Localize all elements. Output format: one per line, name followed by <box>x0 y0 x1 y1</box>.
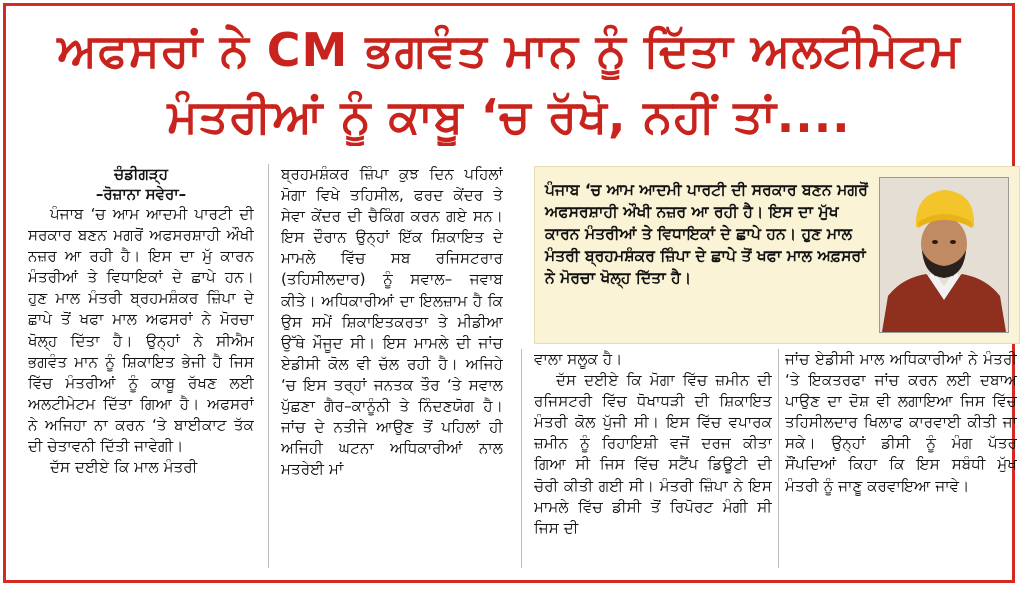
dateline <box>28 164 254 204</box>
article-column-2 <box>281 164 503 570</box>
column-divider <box>778 349 779 568</box>
column-4-paragraph-1: ਜਾਂਚ ਏਡੀਸੀ ਮਾਲ ਅਧਿਕਾਰੀਆਂ ਨੇ ਮੰਤਰੀ ‘ਤੇ ਇਕਤਰਫਾ ਜਾਂਚ ਕਰਨ ਲਈ ਦਬਾਅ ਪਾਉਣ ਦਾ ਦੋਸ਼ ਵੀ ਲਗਾਇਆ ਜਿਸ ਵਿੱਚ ਤਹਿਸੀਲਦਾਰ ਖਿਲਾਫ ਕਾਰਵਾਈ ਕੀਤੀ ਜਾ ਸਕੇ। ਉਨ੍ਹਾਂ ਡੀਸੀ ਨੂੰ ਮੰਗ ਪੱਤਰ ਸੌਂਪਦਿਆਂ ਕਿਹਾ ਕਿ ਇਸ ਸਬੰਧੀ ਮੁੱਖ ਮੰਤਰੀ ਨੂੰ ਜਾਣੂ ਕਰਵਾਇਆ ਜਾਵੇ। <box>785 350 1017 495</box>
summary-text: ਪੰਜਾਬ ‘ਚ ਆਮ ਆਦਮੀ ਪਾਰਟੀ ਦੀ ਸਰਕਾਰ ਬਣਨ ਮਗਰੋਂ ਅਫਸਰਸ਼ਾਹੀ ਔਖੀ ਨਜ਼ਰ ਆ ਰਹੀ ਹੈ। ਇਸ ਦਾ ਮੁੱਖ ਕਾਰਨ ਮੰਤਰੀਆਂ ਤੇ ਵਿਧਾਇਕਾਂ ਦੇ ਛਾਪੇ ਹਨ। ਹੁਣ ਮਾਲ ਮੰਤਰੀ ਬ੍ਰਹਮਸ਼ੰਕਰ ਜ਼ਿੰਪਾ ਦੇ ਛਾਪੇ ਤੋਂ ਖਫਾ ਮਾਲ ਅਫ਼ਸਰਾਂ ਨੇ ਮੋਰਚਾ ਖੋਲ੍ਹ ਦਿੱਤਾ ਹੈ। <box>545 181 868 287</box>
portrait-photo <box>879 177 1009 333</box>
portrait-image <box>880 178 1008 332</box>
column-divider <box>268 164 269 568</box>
dateline-place: ਚੰਡੀਗੜ੍ਹ <box>114 165 168 183</box>
headline-line-1: ਅਫਸਰਾਂ ਨੇ CM ਭਗਵੰਤ ਮਾਨ ਨੂੰ ਦਿੱਤਾ ਅਲਟੀਮੇਟਮ <box>57 23 961 77</box>
column-1-paragraph-1: ਪੰਜਾਬ ‘ਚ ਆਮ ਆਦਮੀ ਪਾਰਟੀ ਦੀ ਸਰਕਾਰ ਬਣਨ ਮਗਰੋਂ ਅਫਸਰਸ਼ਾਹੀ ਔਖੀ ਨਜ਼ਰ ਆ ਰਹੀ ਹੈ। ਇਸ ਦਾ ਮੁੱ ਕਾਰਨ ਮੰਤਰੀਆਂ ਤੇ ਵਿਧਾਇਕਾਂ ਦੇ ਛਾਪੇ ਹਨ। ਹੁਣ ਮਾਲ ਮੰਤਰੀ ਬ੍ਰਹਮਸ਼ੰਕਰ ਜ਼ਿੰਪਾ ਦੇ ਛਾਪੇ ਤੋਂ ਖਫਾ ਮਾਲ ਅਫਸਰਾਂ ਨੇ ਮੋਰਚਾ ਖੋਲ੍ਹ ਦਿੱਤਾ ਹੈ। ਉਨ੍ਹਾਂ ਨੇ ਸੀਐਮ ਭਗਵੰਤ ਮਾਨ ਨੂੰ ਸ਼ਿਕਾਇਤ ਭੇਜੀ ਹੈ ਜਿਸ ਵਿੱਚ ਮੰਤਰੀਆਂ ਨੂੰ ਕਾਬੂ ਰੱਖਣ ਲਈ ਅਲਟੀਮੇਟਮ ਦਿੱਤਾ ਗਿਆ ਹੈ। ਅਫਸਰਾਂ ਨੇ ਅਜਿਹਾ ਨਾ ਕਰਨ ‘ਤੇ ਬਾਈਕਾਟ ਤੱਕ ਦੀ ਚੇਤਾਵਨੀ ਦਿੱਤੀ ਜਾਵੇਗੀ। <box>28 205 254 456</box>
newspaper-clipping <box>3 3 1015 583</box>
article-column-4 <box>785 349 1017 570</box>
article-column-3 <box>534 349 772 570</box>
column-1-paragraph-2: ਦੱਸ ਦਈਏ ਕਿ ਮਾਲ ਮੰਤਰੀ <box>50 458 198 477</box>
dateline-source: –ਰੋਜ਼ਾਨਾ ਸਵੇਰਾ– <box>95 185 187 203</box>
headline-line-2: ਮੰਤਰੀਆਂ ਨੂੰ ਕਾਬੂ ‘ਚ ਰੱਖੋ, ਨਹੀਂ ਤਾਂ.... <box>167 89 851 143</box>
column-divider <box>521 349 522 568</box>
summary-box <box>534 166 1020 344</box>
article-column-1 <box>28 164 254 570</box>
column-2-paragraph-1: ਬ੍ਰਹਮਸ਼ੰਕਰ ਜ਼ਿੰਪਾ ਕੁਝ ਦਿਨ ਪਹਿਲਾਂ ਮੋਗਾ ਵਿਖੇ ਤਹਿਸੀਲ, ਫਰਦ ਕੇਂਦਰ ਤੇ ਸੇਵਾ ਕੇਂਦਰ ਦੀ ਚੈਕਿੰਗ ਕਰਨ ਗਏ ਸਨ। ਇਸ ਦੌਰਾਨ ਉਨ੍ਹਾਂ ਇੱਕ ਸ਼ਿਕਾਇਤ ਦੇ ਮਾਮਲੇ ਵਿੱਚ ਸਬ ਰਜਿਸਟਰਾਰ (ਤਹਿਸੀਲਦਾਰ) ਨੂੰ ਸਵਾਲ– ਜਵਾਬ ਕੀਤੇ। ਅਧਿਕਾਰੀਆਂ ਦਾ ਇਲਜ਼ਾਮ ਹੈ ਕਿ ਉਸ ਸਮੇਂ ਸ਼ਿਕਾਇਤਕਰਤਾ ਤੇ ਮੀਡੀਆ ਉੱਥੇ ਮੌਜੂਦ ਸੀ। ਇਸ ਮਾਮਲੇ ਦੀ ਜਾਂਚ ਏਡੀਸੀ ਕੋਲ ਵੀ ਚੱਲ ਰਹੀ ਹੈ। ਅਜਿਹੇ ‘ਚ ਇਸ ਤਰ੍ਹਾਂ ਜਨਤਕ ਤੌਰ ‘ਤੇ ਸਵਾਲ ਪੁੱਛਣਾ ਗੈਰ–ਕਾਨੂੰਨੀ ਤੇ ਨਿੰਦਣਯੋਗ ਹੈ। ਜਾਂਚ ਦੇ ਨਤੀਜੇ ਆਉਣ ਤੋਂ ਪਹਿਲਾਂ ਹੀ ਅਜਿਹੀ ਘਟਨਾ ਅਧਿਕਾਰੀਆਂ ਨਾਲ ਮਤਰੇਈ ਮਾਂ <box>281 165 503 479</box>
column-3-paragraph-2: ਦੱਸ ਦਈਏ ਕਿ ਮੋਗਾ ਵਿੱਚ ਜ਼ਮੀਨ ਦੀ ਰਜਿਸਟਰੀ ਵਿੱਚ ਧੋਖਾਧੜੀ ਦੀ ਸ਼ਿਕਾਇਤ ਮੰਤਰੀ ਕੋਲ ਪੁੱਜੀ ਸੀ। ਇਸ ਵਿੱਚ ਵਪਾਰਕ ਜ਼ਮੀਨ ਨੂੰ ਰਿਹਾਇਸ਼ੀ ਵਜੋਂ ਦਰਜ ਕੀਤਾ ਗਿਆ ਸੀ ਜਿਸ ਵਿੱਚ ਸਟੈਂਪ ਡਿਊਟੀ ਦੀ ਚੋਰੀ ਕੀਤੀ ਗਈ ਸੀ। ਮੰਤਰੀ ਜ਼ਿੰਪਾ ਨੇ ਇਸ ਮਾਮਲੇ ਵਿੱਚ ਡੀਸੀ ਤੋਂ ਰਿਪੋਰਟ ਮੰਗੀ ਸੀ ਜਿਸ ਦੀ <box>534 371 772 537</box>
column-3-paragraph-1: ਵਾਲਾ ਸਲੂਕ ਹੈ। <box>534 350 623 368</box>
